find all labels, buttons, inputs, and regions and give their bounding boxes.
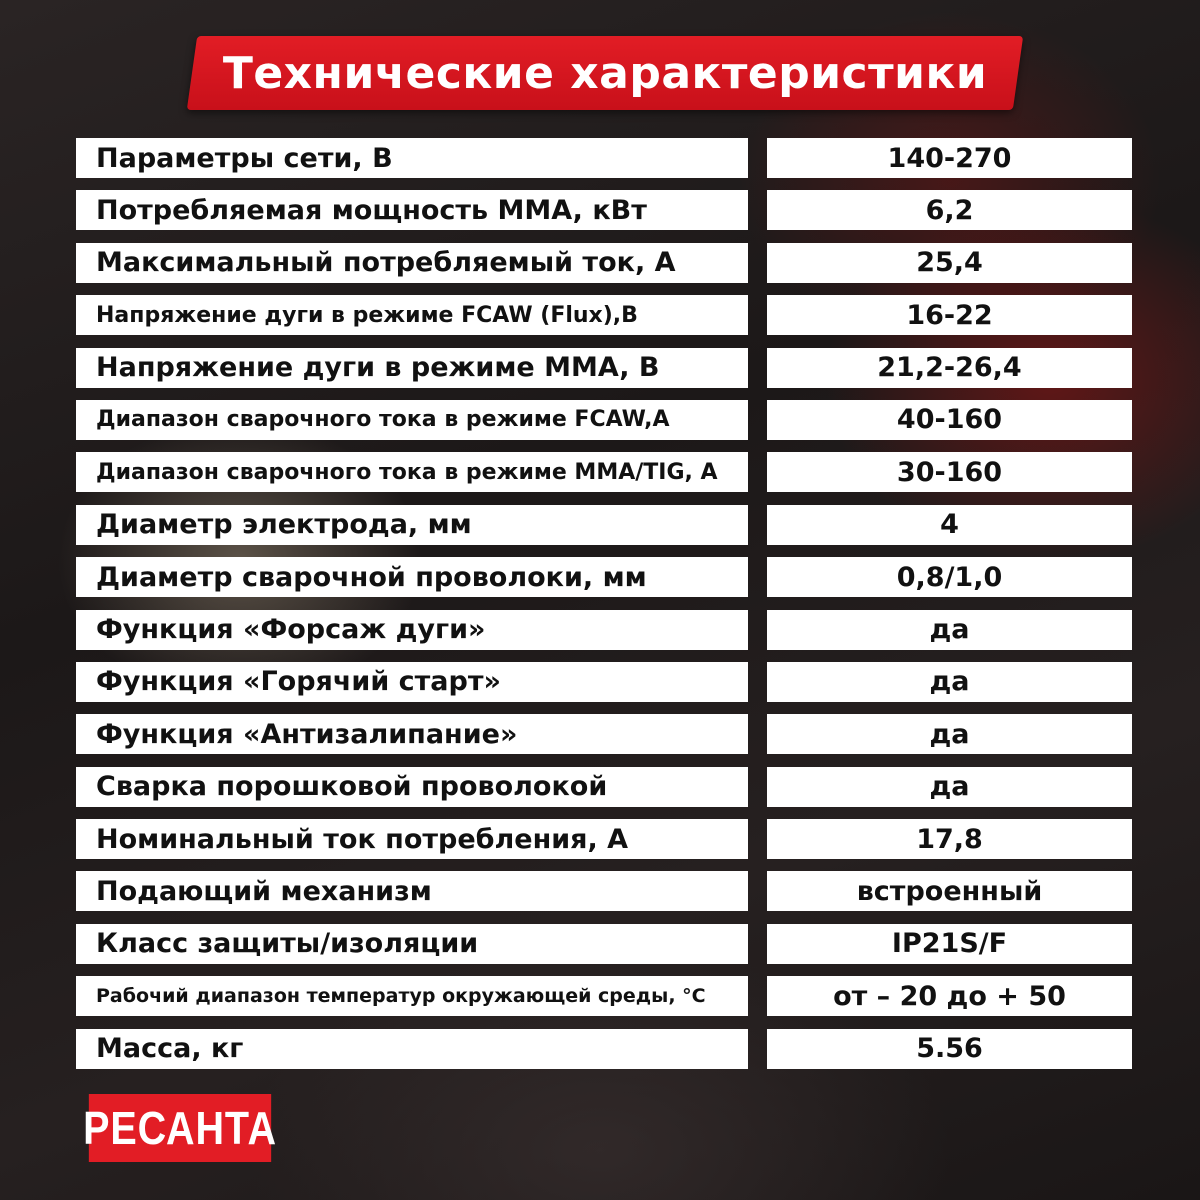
spec-label: Напряжение дуги в режиме FCAW (Flux),В [76, 295, 748, 335]
spec-row [76, 138, 1132, 178]
spec-value: встроенный [767, 871, 1132, 911]
spec-value: 21,2-26,4 [767, 348, 1132, 388]
spec-row [76, 505, 1132, 545]
spec-value: да [767, 662, 1132, 702]
spec-table [76, 138, 1132, 1081]
spec-label: Функция «Горячий старт» [76, 662, 748, 702]
spec-value: 25,4 [767, 243, 1132, 283]
spec-label: Параметры сети, В [76, 138, 748, 178]
spec-row [76, 871, 1132, 911]
spec-label: Диаметр электрода, мм [76, 505, 748, 545]
spec-row [76, 348, 1132, 388]
spec-row [76, 662, 1132, 702]
spec-row [76, 190, 1132, 230]
brand-logo: РЕСАНТА [89, 1094, 271, 1162]
spec-label: Напряжение дуги в режиме MMA, В [76, 348, 748, 388]
spec-row [76, 400, 1132, 440]
spec-row [76, 767, 1132, 807]
spec-label: Диапазон сварочного тока в режиме MMA/TIG, А [76, 452, 748, 492]
spec-row [76, 295, 1132, 335]
spec-label: Класс защиты/изоляции [76, 924, 748, 964]
spec-row [76, 714, 1132, 754]
spec-label: Потребляемая мощность MMA, кВт [76, 190, 748, 230]
spec-row [76, 819, 1132, 859]
spec-label: Диаметр сварочной проволоки, мм [76, 557, 748, 597]
spec-value: да [767, 767, 1132, 807]
spec-row [76, 557, 1132, 597]
spec-value: 5.56 [767, 1029, 1132, 1069]
spec-value: 0,8/1,0 [767, 557, 1132, 597]
spec-label: Диапазон сварочного тока в режиме FCAW,А [76, 400, 748, 440]
spec-value: 4 [767, 505, 1132, 545]
spec-label: Функция «Антизалипание» [76, 714, 748, 754]
spec-value: 6,2 [767, 190, 1132, 230]
spec-row [76, 924, 1132, 964]
spec-label: Рабочий диапазон температур окружающей среды, °С [76, 976, 748, 1016]
spec-label: Масса, кг [76, 1029, 748, 1069]
spec-row [76, 1029, 1132, 1069]
spec-value: IP21S/F [767, 924, 1132, 964]
spec-row [76, 452, 1132, 492]
spec-value: 40-160 [767, 400, 1132, 440]
spec-label: Сварка порошковой проволокой [76, 767, 748, 807]
spec-label: Максимальный потребляемый ток, А [76, 243, 748, 283]
spec-row [76, 610, 1132, 650]
spec-label: Подающий механизм [76, 871, 748, 911]
spec-label: Номинальный ток потребления, А [76, 819, 748, 859]
spec-value: 17,8 [767, 819, 1132, 859]
spec-label: Функция «Форсаж дуги» [76, 610, 748, 650]
spec-value: 140-270 [767, 138, 1132, 178]
spec-value: 30-160 [767, 452, 1132, 492]
spec-value: да [767, 714, 1132, 754]
page-title: Технические характеристики [222, 47, 988, 99]
spec-value: от – 20 до + 50 [767, 976, 1132, 1016]
spec-value: 16-22 [767, 295, 1132, 335]
spec-row [76, 243, 1132, 283]
spec-row [76, 976, 1132, 1016]
spec-value: да [767, 610, 1132, 650]
